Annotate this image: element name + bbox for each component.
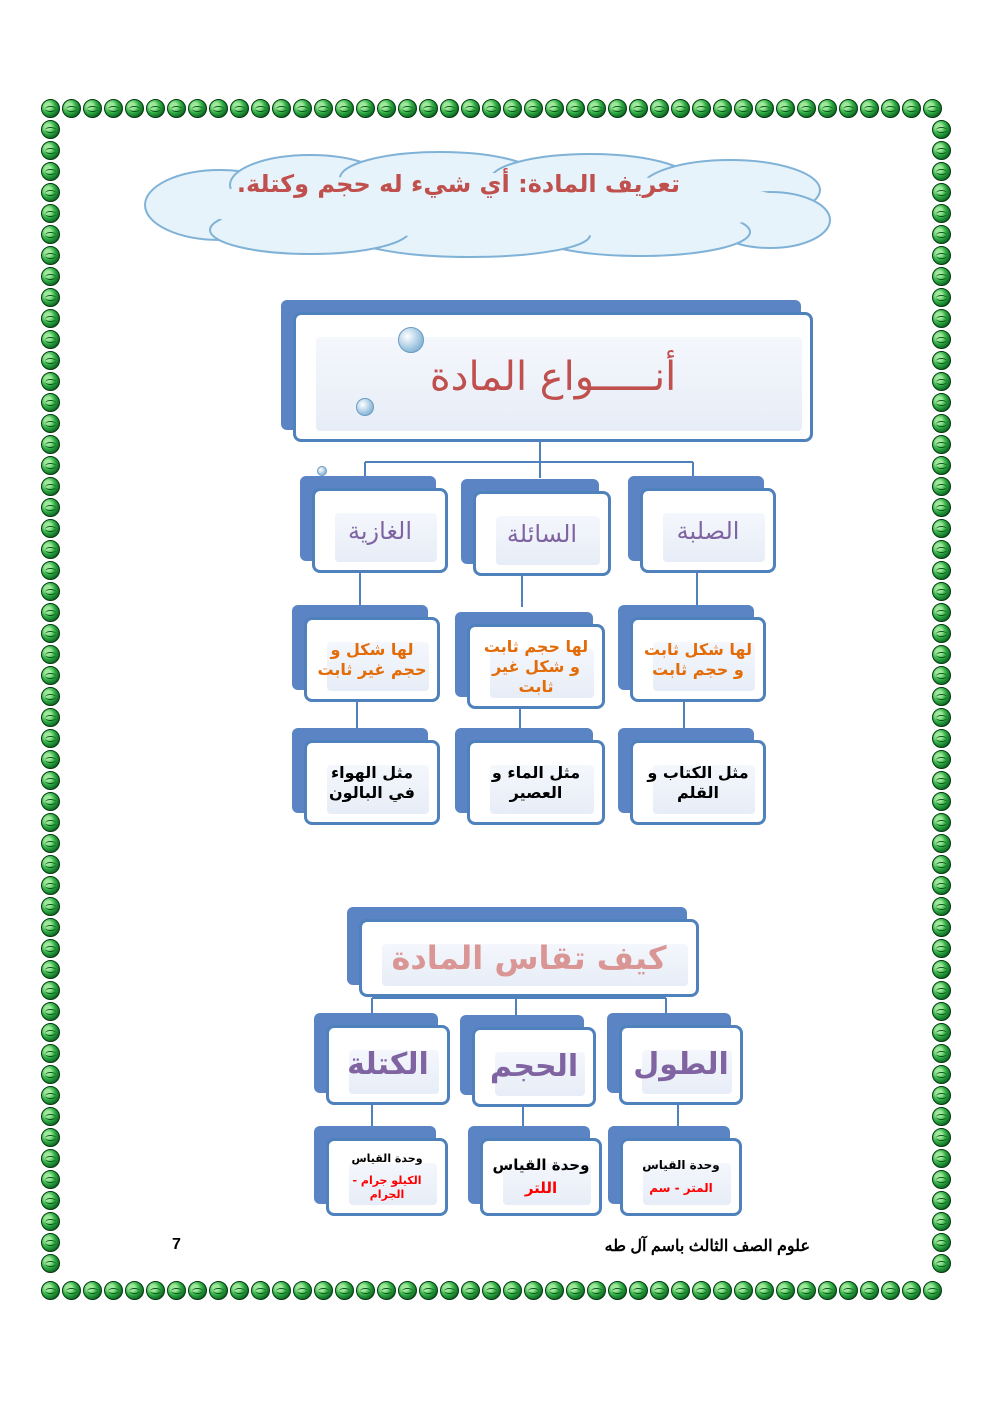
example-text: مثل الهواء في البالون: [329, 762, 415, 802]
unit-title: وحدة القياس: [492, 1156, 590, 1175]
decor-bubble: [317, 466, 327, 476]
example-box-gas: [292, 728, 440, 825]
definition-text: تعريف المادة: أي شيء له حجم وكتلة.: [236, 170, 680, 198]
property-text: لها شكل ثابت و حجم ثابت: [644, 639, 752, 679]
quantity-name: الطول: [633, 1047, 729, 1083]
type-name: السائلة: [506, 519, 578, 548]
quantity-box-volume: [460, 1015, 596, 1107]
quantity-box-mass: [314, 1013, 450, 1105]
unit-value: اللتر: [524, 1179, 558, 1197]
measure-title: كيف تقاس المادة: [391, 939, 667, 977]
property-box-liquid: [455, 612, 605, 709]
types-title: أنـــــواع المادة: [429, 354, 677, 400]
example-box-liquid: [455, 728, 605, 825]
unit-title: وحدة القياس: [642, 1158, 720, 1172]
unit-box-volume: [468, 1126, 602, 1216]
example-box-solid: [618, 728, 766, 825]
example-text: مثل الماء و العصير: [491, 762, 581, 802]
quantity-name: الحجم: [489, 1049, 579, 1085]
property-text: لها شكل و حجم غير ثابت: [317, 639, 427, 679]
property-text: لها حجم ثابت و شكل غير ثابت: [483, 636, 589, 696]
types-title-box: [281, 300, 813, 442]
measure-title-box: [347, 907, 699, 997]
unit-value: المتر - سم: [649, 1181, 713, 1195]
unit-box-length: [608, 1126, 742, 1216]
type-name: الغازية: [348, 516, 413, 545]
property-box-solid: [618, 605, 766, 702]
footer-text: علوم الصف الثالث باسم آل طه: [604, 1238, 810, 1255]
unit-value: الكيلو جرام - الجرام: [352, 1174, 422, 1201]
type-box-solid: [628, 476, 776, 573]
page-number: 7: [172, 1236, 181, 1253]
decor-bubble: [356, 398, 374, 416]
type-box-gas: [300, 476, 448, 573]
property-box-gas: [292, 605, 440, 702]
decor-bubble: [398, 327, 424, 353]
type-name: الصلبة: [676, 516, 740, 545]
quantity-box-length: [607, 1013, 743, 1105]
quantity-name: الكتلة: [347, 1047, 429, 1083]
unit-box-mass: [314, 1126, 448, 1216]
example-text: مثل الكتاب و القلم: [647, 762, 749, 802]
unit-title: وحدة القياس: [351, 1152, 423, 1166]
type-box-liquid: [461, 479, 611, 576]
